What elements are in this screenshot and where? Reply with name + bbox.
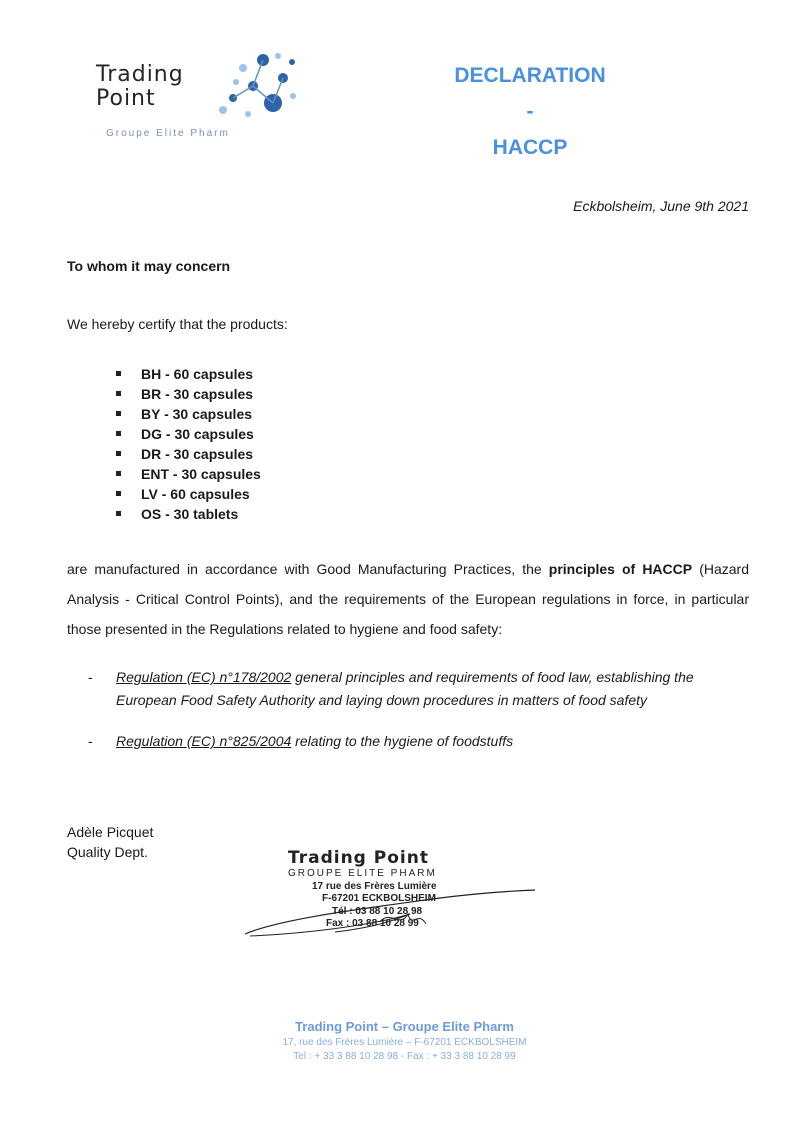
list-item: DG - 30 capsules <box>114 424 261 444</box>
body-text-1: are manufactured in accordance with Good Manufacturing Practices, the <box>67 561 549 577</box>
footer-contact: Tel : + 33 3 88 10 28 98 - Fax : + 33 3 88 10 28 99 <box>293 1051 516 1062</box>
regulations-list <box>88 666 753 771</box>
stamp-subtitle: GROUPE ELITE PHARM <box>288 868 437 879</box>
document-title <box>420 58 640 166</box>
stamp-tel: Tél : 03 88 10 28 98 <box>332 906 423 917</box>
handwritten-signature <box>240 884 540 944</box>
stamp-fax: Fax : 03 88 10 28 99 <box>326 918 419 929</box>
stamp-address: 17 rue des Frères Lumière <box>312 881 437 892</box>
regulation-ref: Regulation (EC) n°178/2002 <box>116 669 292 685</box>
logo-subtitle: Groupe Elite Pharm <box>106 128 230 139</box>
regulation-text: relating to the hygiene of foodstuffs <box>291 733 514 749</box>
dash-marker: - <box>88 733 93 749</box>
company-stamp <box>240 848 540 943</box>
list-item: LV - 60 capsules <box>114 484 261 504</box>
title-line1: DECLARATION <box>454 64 606 87</box>
body-text-2: (Hazard Analysis - Critical Control Points), and the requirements of the European regulations in force, in particular those presented in the Regulations related to hygiene and food safety: <box>67 561 749 637</box>
signatory-dept: Quality Dept. <box>67 844 148 860</box>
list-item: ENT - 30 capsules <box>114 464 261 484</box>
list-item: DR - 30 capsules <box>114 444 261 464</box>
intro-text: We hereby certify that the products: <box>67 316 288 332</box>
salutation: To whom it may concern <box>67 258 231 274</box>
logo-line2: Point <box>96 86 156 111</box>
title-line2: HACCP <box>492 136 568 159</box>
molecule-icon <box>208 48 303 128</box>
signatory-name: Adèle Picquet <box>67 824 154 840</box>
stamp-title: Trading Point <box>288 848 429 868</box>
list-item: OS - 30 tablets <box>114 504 261 524</box>
regulation-text: general principles and requirements of food law, establishing the European Food Safety Authority and laying down procedures in matters of food safety <box>116 669 694 708</box>
footer-company: Trading Point – Groupe Elite Pharm <box>295 1019 514 1034</box>
page-footer <box>0 1018 809 1064</box>
document-date: Eckbolsheim, June 9th 2021 <box>573 198 749 214</box>
regulation-item <box>88 666 753 712</box>
list-item: BR - 30 capsules <box>114 384 261 404</box>
list-item: BY - 30 capsules <box>114 404 261 424</box>
signatory-block <box>67 822 153 862</box>
product-list <box>114 364 261 524</box>
regulation-item <box>88 730 753 753</box>
title-separator: - <box>526 100 534 123</box>
company-logo <box>88 48 303 138</box>
body-bold: principles of HACCP <box>548 561 693 577</box>
regulation-ref: Regulation (EC) n°825/2004 <box>116 733 292 749</box>
dash-marker: - <box>88 669 93 685</box>
footer-address: 17, rue des Frères Lumière – F-67201 ECKBOLSHEIM <box>282 1037 527 1048</box>
logo-line1: Trading <box>96 62 184 87</box>
list-item: BH - 60 capsules <box>114 364 261 384</box>
stamp-city: F-67201 ECKBOLSHEIM <box>322 893 436 904</box>
body-paragraph <box>67 554 749 644</box>
